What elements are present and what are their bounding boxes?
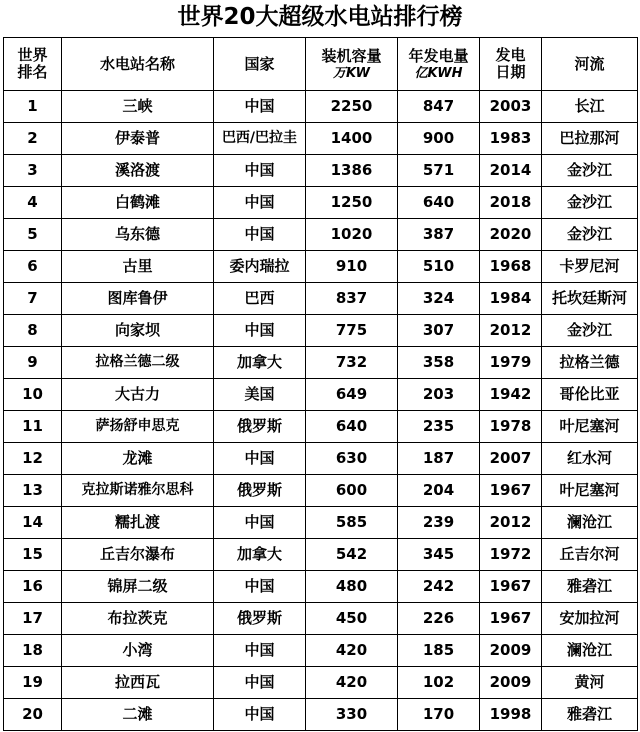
cell-country: 加拿大 <box>214 347 306 379</box>
header-capacity <box>306 38 398 91</box>
cell-river: 哥伦比亚 <box>542 379 638 411</box>
cell-rank: 19 <box>4 667 62 699</box>
cell-capacity: 732 <box>306 347 398 379</box>
cell-river: 安加拉河 <box>542 603 638 635</box>
header-rank-line2: 排名 <box>17 63 48 81</box>
header-country: 国家 <box>214 38 306 91</box>
cell-country: 中国 <box>214 571 306 603</box>
cell-date: 1967 <box>480 603 542 635</box>
cell-date: 2003 <box>480 91 542 123</box>
header-row <box>4 38 638 91</box>
table-row <box>4 699 638 731</box>
cell-output: 235 <box>398 411 480 443</box>
header-river: 河流 <box>542 38 638 91</box>
table-row <box>4 603 638 635</box>
table-row <box>4 251 638 283</box>
cell-output: 185 <box>398 635 480 667</box>
header-rank-line1: 世界 <box>17 46 48 64</box>
cell-rank: 16 <box>4 571 62 603</box>
table-row <box>4 187 638 219</box>
cell-capacity: 1250 <box>306 187 398 219</box>
table-row <box>4 347 638 379</box>
cell-rank: 8 <box>4 315 62 347</box>
cell-capacity: 775 <box>306 315 398 347</box>
cell-river: 托坎廷斯河 <box>542 283 638 315</box>
table-header <box>4 38 638 91</box>
cell-river: 丘吉尔河 <box>542 539 638 571</box>
cell-station: 大古力 <box>62 379 214 411</box>
cell-rank: 5 <box>4 219 62 251</box>
header-station: 水电站名称 <box>62 38 214 91</box>
cell-output: 102 <box>398 667 480 699</box>
header-date-line1: 发电 <box>495 46 526 64</box>
cell-country: 中国 <box>214 187 306 219</box>
cell-capacity: 480 <box>306 571 398 603</box>
cell-date: 2009 <box>480 667 542 699</box>
cell-capacity: 1020 <box>306 219 398 251</box>
cell-capacity: 600 <box>306 475 398 507</box>
cell-rank: 2 <box>4 123 62 155</box>
cell-capacity: 2250 <box>306 91 398 123</box>
table-row <box>4 667 638 699</box>
cell-output: 345 <box>398 539 480 571</box>
header-output-label: 年发电量 <box>408 46 469 65</box>
cell-capacity: 630 <box>306 443 398 475</box>
table-row <box>4 507 638 539</box>
table-row <box>4 283 638 315</box>
cell-output: 226 <box>398 603 480 635</box>
cell-capacity: 1400 <box>306 123 398 155</box>
cell-river: 金沙江 <box>542 315 638 347</box>
table-body <box>4 91 638 731</box>
cell-station: 丘吉尔瀑布 <box>62 539 214 571</box>
cell-rank: 20 <box>4 699 62 731</box>
cell-output: 510 <box>398 251 480 283</box>
header-date <box>480 38 542 91</box>
cell-date: 1967 <box>480 571 542 603</box>
cell-river: 澜沧江 <box>542 507 638 539</box>
cell-date: 2012 <box>480 507 542 539</box>
cell-river: 澜沧江 <box>542 635 638 667</box>
cell-rank: 12 <box>4 443 62 475</box>
cell-output: 358 <box>398 347 480 379</box>
cell-rank: 7 <box>4 283 62 315</box>
cell-country: 中国 <box>214 91 306 123</box>
cell-rank: 10 <box>4 379 62 411</box>
cell-country: 中国 <box>214 443 306 475</box>
header-output-unit: 亿KWH <box>414 65 463 81</box>
cell-country: 中国 <box>214 507 306 539</box>
cell-capacity: 585 <box>306 507 398 539</box>
cell-river: 金沙江 <box>542 219 638 251</box>
cell-river: 拉格兰德 <box>542 347 638 379</box>
cell-date: 1998 <box>480 699 542 731</box>
cell-date: 1968 <box>480 251 542 283</box>
cell-river: 黄河 <box>542 667 638 699</box>
cell-river: 巴拉那河 <box>542 123 638 155</box>
cell-station: 白鹤滩 <box>62 187 214 219</box>
cell-country: 中国 <box>214 635 306 667</box>
table-row <box>4 443 638 475</box>
cell-rank: 11 <box>4 411 62 443</box>
cell-station: 拉西瓦 <box>62 667 214 699</box>
cell-station: 糯扎渡 <box>62 507 214 539</box>
cell-date: 1978 <box>480 411 542 443</box>
cell-capacity: 910 <box>306 251 398 283</box>
hydropower-ranking-table <box>3 37 638 731</box>
cell-country: 巴西/巴拉圭 <box>214 123 306 155</box>
cell-output: 203 <box>398 379 480 411</box>
cell-capacity: 330 <box>306 699 398 731</box>
cell-rank: 15 <box>4 539 62 571</box>
cell-output: 571 <box>398 155 480 187</box>
header-output <box>398 38 480 91</box>
cell-date: 1972 <box>480 539 542 571</box>
cell-rank: 9 <box>4 347 62 379</box>
header-capacity-label: 装机容量 <box>321 46 382 65</box>
cell-station: 龙滩 <box>62 443 214 475</box>
header-date-line2: 日期 <box>495 63 526 81</box>
cell-capacity: 649 <box>306 379 398 411</box>
cell-output: 187 <box>398 443 480 475</box>
cell-river: 金沙江 <box>542 155 638 187</box>
table-row <box>4 379 638 411</box>
cell-date: 2018 <box>480 187 542 219</box>
cell-station: 三峡 <box>62 91 214 123</box>
cell-capacity: 640 <box>306 411 398 443</box>
cell-date: 1942 <box>480 379 542 411</box>
cell-country: 中国 <box>214 219 306 251</box>
header-capacity-unit: 万KW <box>332 65 371 81</box>
table-row <box>4 219 638 251</box>
cell-output: 307 <box>398 315 480 347</box>
cell-river: 雅砻江 <box>542 571 638 603</box>
cell-station: 萨扬舒申思克 <box>62 411 214 443</box>
cell-station: 古里 <box>62 251 214 283</box>
cell-river: 卡罗尼河 <box>542 251 638 283</box>
cell-rank: 14 <box>4 507 62 539</box>
cell-date: 1984 <box>480 283 542 315</box>
table-row <box>4 315 638 347</box>
cell-date: 2020 <box>480 219 542 251</box>
cell-station: 拉格兰德二级 <box>62 347 214 379</box>
cell-date: 1967 <box>480 475 542 507</box>
table-row <box>4 411 638 443</box>
header-rank <box>4 38 62 91</box>
cell-station: 克拉斯诺雅尔思科 <box>62 475 214 507</box>
cell-rank: 3 <box>4 155 62 187</box>
cell-date: 2007 <box>480 443 542 475</box>
cell-date: 2014 <box>480 155 542 187</box>
cell-country: 委内瑞拉 <box>214 251 306 283</box>
cell-rank: 13 <box>4 475 62 507</box>
cell-output: 324 <box>398 283 480 315</box>
cell-country: 中国 <box>214 667 306 699</box>
cell-capacity: 1386 <box>306 155 398 187</box>
cell-station: 图库鲁伊 <box>62 283 214 315</box>
table-row <box>4 123 638 155</box>
cell-capacity: 420 <box>306 667 398 699</box>
cell-river: 金沙江 <box>542 187 638 219</box>
table-row <box>4 571 638 603</box>
cell-station: 溪洛渡 <box>62 155 214 187</box>
cell-station: 布拉茨克 <box>62 603 214 635</box>
cell-station: 二滩 <box>62 699 214 731</box>
cell-rank: 18 <box>4 635 62 667</box>
cell-output: 900 <box>398 123 480 155</box>
cell-rank: 4 <box>4 187 62 219</box>
table-row <box>4 475 638 507</box>
cell-country: 加拿大 <box>214 539 306 571</box>
page-title: 世界20大超级水电站排行榜 <box>177 4 463 30</box>
cell-river: 红水河 <box>542 443 638 475</box>
table-row <box>4 91 638 123</box>
cell-river: 长江 <box>542 91 638 123</box>
cell-country: 俄罗斯 <box>214 475 306 507</box>
cell-station: 伊泰普 <box>62 123 214 155</box>
cell-river: 雅砻江 <box>542 699 638 731</box>
cell-capacity: 542 <box>306 539 398 571</box>
cell-country: 巴西 <box>214 283 306 315</box>
cell-rank: 6 <box>4 251 62 283</box>
cell-country: 美国 <box>214 379 306 411</box>
cell-output: 387 <box>398 219 480 251</box>
cell-date: 2009 <box>480 635 542 667</box>
cell-country: 中国 <box>214 315 306 347</box>
cell-output: 170 <box>398 699 480 731</box>
cell-capacity: 837 <box>306 283 398 315</box>
cell-country: 中国 <box>214 155 306 187</box>
cell-date: 1983 <box>480 123 542 155</box>
cell-capacity: 450 <box>306 603 398 635</box>
cell-date: 1979 <box>480 347 542 379</box>
table-row <box>4 539 638 571</box>
cell-station: 向家坝 <box>62 315 214 347</box>
cell-rank: 17 <box>4 603 62 635</box>
cell-output: 640 <box>398 187 480 219</box>
cell-station: 锦屏二级 <box>62 571 214 603</box>
table-row <box>4 155 638 187</box>
cell-river: 叶尼塞河 <box>542 411 638 443</box>
cell-output: 242 <box>398 571 480 603</box>
cell-country: 中国 <box>214 699 306 731</box>
cell-station: 小湾 <box>62 635 214 667</box>
cell-rank: 1 <box>4 91 62 123</box>
cell-output: 239 <box>398 507 480 539</box>
cell-output: 204 <box>398 475 480 507</box>
cell-country: 俄罗斯 <box>214 411 306 443</box>
cell-country: 俄罗斯 <box>214 603 306 635</box>
cell-output: 847 <box>398 91 480 123</box>
cell-station: 乌东德 <box>62 219 214 251</box>
cell-capacity: 420 <box>306 635 398 667</box>
cell-river: 叶尼塞河 <box>542 475 638 507</box>
table-row <box>4 635 638 667</box>
cell-date: 2012 <box>480 315 542 347</box>
